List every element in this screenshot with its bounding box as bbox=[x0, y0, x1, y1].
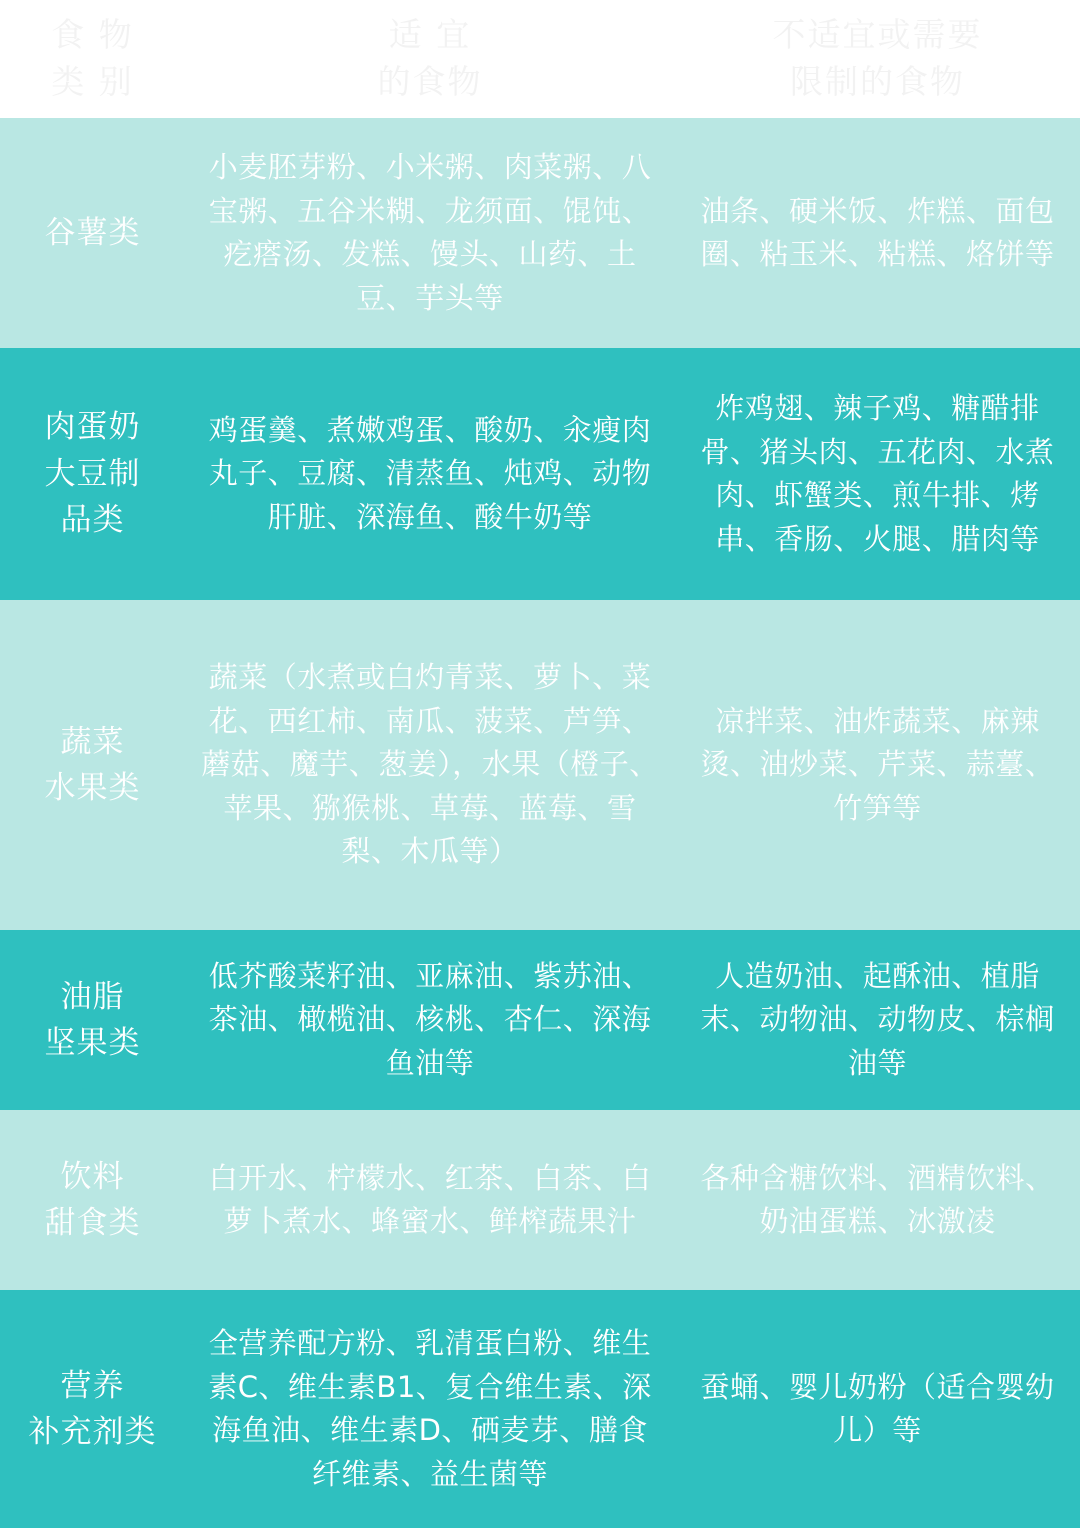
header-cell-unsuitable bbox=[675, 0, 1080, 118]
row-category bbox=[0, 348, 185, 600]
row-unsuitable: 炸鸡翅、辣子鸡、糖醋排骨、猪头肉、五花肉、水煮肉、虾蟹类、煎牛排、烤串、香肠、火腿、腊肉等 bbox=[700, 391, 1055, 556]
table-header-row bbox=[0, 0, 1080, 118]
row-unsuitable: 凉拌菜、油炸蔬菜、麻辣烫、油炒菜、芹菜、蒜薹、竹笋等 bbox=[700, 703, 1055, 825]
row-suitable: 鸡蛋羹、煮嫩鸡蛋、酸奶、汆瘦肉丸子、豆腐、清蒸鱼、炖鸡、动物肝脏、深海鱼、酸牛奶等 bbox=[208, 412, 652, 534]
header-suitable-line1: 适 宜 bbox=[388, 15, 472, 55]
row-category-line2: 补充剂类 bbox=[28, 1414, 157, 1450]
header-suitable-line2: 的食物 bbox=[377, 62, 483, 101]
row-category-line1: 蔬菜 bbox=[60, 723, 125, 760]
row-unsuitable: 各种含糖饮料、酒精饮料、奶油蛋糕、冰激凌 bbox=[700, 1160, 1055, 1238]
row-category-line2: 水果类 bbox=[44, 770, 141, 806]
row-unsuitable: 油条、硬米饭、炸糕、面包圈、粘玉米、粘糕、烙饼等 bbox=[700, 193, 1055, 271]
row-category-line1: 营养 bbox=[60, 1367, 125, 1404]
row-suitable: 小麦胚芽粉、小米粥、肉菜粥、八宝粥、五谷米糊、龙须面、馄饨、疙瘩汤、发糕、馒头、山药、土豆、芋头等 bbox=[208, 150, 652, 315]
row-unsuitable: 人造奶油、起酥油、植脂末、动物油、动物皮、棕榈油等 bbox=[700, 958, 1055, 1080]
row-category-line1: 油脂 bbox=[60, 978, 125, 1015]
row-category bbox=[0, 1110, 185, 1290]
row-category bbox=[0, 930, 185, 1110]
row-category-line1: 饮料 bbox=[60, 1158, 125, 1195]
row-category bbox=[0, 600, 185, 930]
row-category bbox=[0, 1290, 185, 1528]
header-category-line1: 食 物 bbox=[51, 15, 134, 55]
header-cell-suitable bbox=[185, 0, 675, 118]
row-suitable: 低芥酸菜籽油、亚麻油、紫苏油、茶油、橄榄油、核桃、杏仁、深海鱼油等 bbox=[208, 958, 652, 1080]
table-row bbox=[0, 348, 1080, 600]
row-category-line2: 坚果类 bbox=[44, 1025, 141, 1061]
row-suitable: 全营养配方粉、乳清蛋白粉、维生素C、维生素B1、复合维生素、深海鱼油、维生素D、硒麦芽、膳食纤维素、益生菌等 bbox=[208, 1326, 652, 1491]
row-category-line2: 大豆制 bbox=[44, 455, 141, 492]
row-category-line3: 品类 bbox=[60, 502, 125, 539]
table-row bbox=[0, 118, 1080, 348]
row-suitable: 白开水、柠檬水、红茶、白茶、白萝卜煮水、蜂蜜水、鲜榨蔬果汁 bbox=[208, 1160, 652, 1238]
header-unsuitable-line2: 限制的食物 bbox=[790, 62, 965, 101]
table-row bbox=[0, 1110, 1080, 1290]
row-category-line1: 肉蛋奶 bbox=[44, 409, 141, 446]
header-category-line2: 类 别 bbox=[51, 62, 134, 101]
row-category: 谷薯类 bbox=[44, 214, 141, 251]
table-row bbox=[0, 930, 1080, 1110]
row-unsuitable: 蚕蛹、婴儿奶粉（适合婴幼儿）等 bbox=[700, 1369, 1055, 1447]
header-unsuitable-line1: 不适宜或需要 bbox=[772, 15, 983, 55]
header-cell-category bbox=[0, 0, 185, 118]
table-row bbox=[0, 600, 1080, 930]
row-suitable: 蔬菜（水煮或白灼青菜、萝卜、菜花、西红柿、南瓜、菠菜、芦笋、蘑菇、魔芋、葱姜），水果（橙子、苹果、猕猴桃、草莓、蓝莓、雪梨、木瓜等） bbox=[201, 660, 659, 869]
table-row bbox=[0, 1290, 1080, 1528]
row-category-line2: 甜食类 bbox=[44, 1205, 141, 1241]
